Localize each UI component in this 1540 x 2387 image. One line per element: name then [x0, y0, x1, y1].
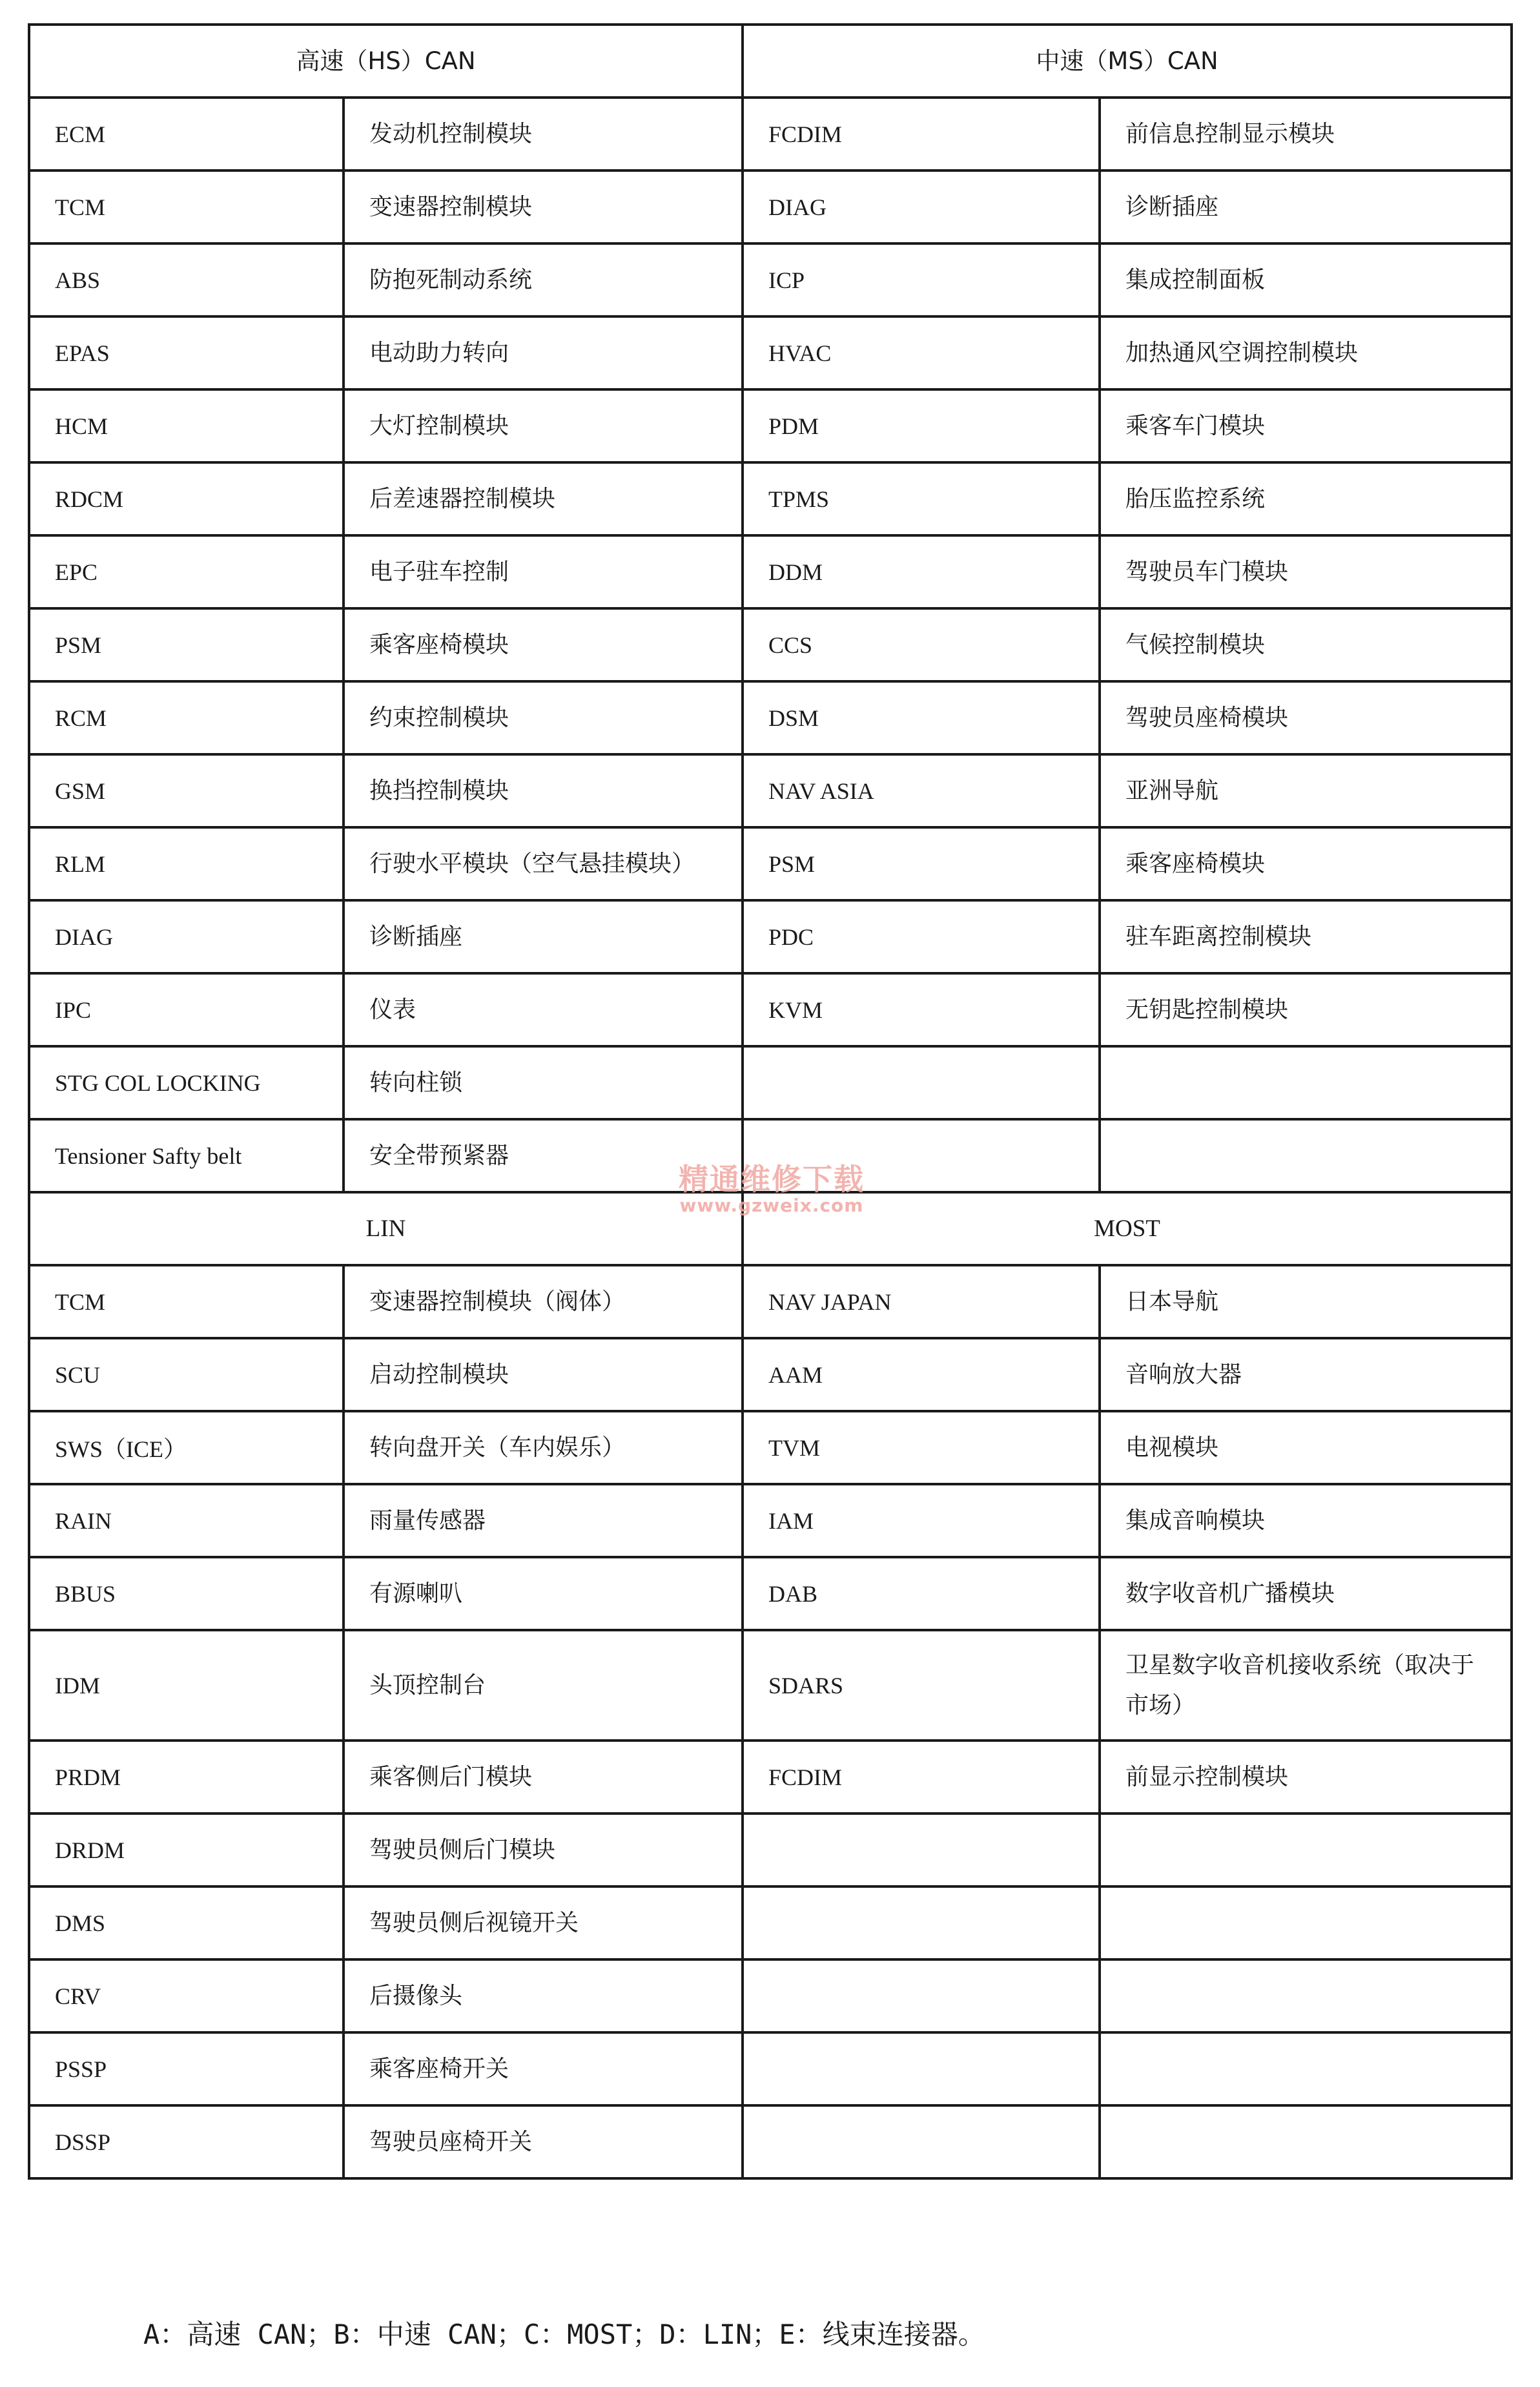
table-row: [29, 827, 1512, 900]
table-row: [29, 1484, 1512, 1557]
table-row: [29, 754, 1512, 827]
table-row: [29, 1814, 1512, 1886]
table-row: [29, 608, 1512, 681]
hs-module-code: EPC: [29, 535, 344, 608]
hs-module-name: 安全带预紧器: [344, 1119, 743, 1192]
table-row: [29, 1886, 1512, 1959]
lin-module-code: CRV: [29, 1959, 344, 2032]
most-module-code: [743, 2032, 1100, 2105]
hs-module-name: 行驶水平模块（空气悬挂模块）: [344, 827, 743, 900]
hs-module-code: RLM: [29, 827, 344, 900]
hs-module-name: 后差速器控制模块: [344, 462, 743, 535]
hs-module-code: STG COL LOCKING: [29, 1046, 344, 1119]
ms-module-code: PSM: [743, 827, 1100, 900]
hs-module-name: 转向柱锁: [344, 1046, 743, 1119]
most-module-name: 日本导航: [1100, 1265, 1512, 1338]
ms-module-code: FCDIM: [743, 98, 1100, 170]
most-module-name: [1100, 2105, 1512, 2178]
table-row: [29, 973, 1512, 1046]
footnote: A：高速 CAN；B：中速 CAN；C：MOST；D：LIN；E：线束连接器。: [143, 2319, 985, 2350]
ms-module-code: PDC: [743, 900, 1100, 973]
most-module-name: [1100, 1959, 1512, 2032]
ms-module-code: ICP: [743, 243, 1100, 316]
hs-module-code: RCM: [29, 681, 344, 754]
lin-module-name: 驾驶员座椅开关: [344, 2105, 743, 2178]
lin-module-name: 头顶控制台: [344, 1630, 743, 1741]
ms-module-name: 胎压监控系统: [1100, 462, 1512, 535]
ms-module-name: 诊断插座: [1100, 170, 1512, 243]
table-row: [29, 1338, 1512, 1411]
ms-module-code: DIAG: [743, 170, 1100, 243]
most-module-name: [1100, 2032, 1512, 2105]
ms-module-code: PDM: [743, 389, 1100, 462]
most-module-name: 卫星数字收音机接收系统（取决于市场）: [1100, 1630, 1512, 1741]
table-row: [29, 1557, 1512, 1630]
most-module-name: 前显示控制模块: [1100, 1741, 1512, 1814]
ms-module-code: CCS: [743, 608, 1100, 681]
hs-can-header: 高速（HS）CAN: [29, 25, 743, 98]
ms-module-name: [1100, 1046, 1512, 1119]
table-row: [29, 170, 1512, 243]
ms-module-code: NAV ASIA: [743, 754, 1100, 827]
ms-module-code: [743, 1046, 1100, 1119]
ms-module-name: 乘客车门模块: [1100, 389, 1512, 462]
lin-module-code: DSSP: [29, 2105, 344, 2178]
most-module-name: [1100, 1886, 1512, 1959]
hs-module-name: 大灯控制模块: [344, 389, 743, 462]
lin-module-name: 有源喇叭: [344, 1557, 743, 1630]
hs-module-code: IPC: [29, 973, 344, 1046]
ms-module-name: 亚洲导航: [1100, 754, 1512, 827]
lin-module-code: DRDM: [29, 1814, 344, 1886]
table-row: [29, 681, 1512, 754]
lin-header: LIN: [29, 1192, 743, 1265]
hs-module-code: PSM: [29, 608, 344, 681]
lin-module-name: 变速器控制模块（阀体）: [344, 1265, 743, 1338]
table-row: [29, 1265, 1512, 1338]
hs-module-name: 电子驻车控制: [344, 535, 743, 608]
ms-module-name: 加热通风空调控制模块: [1100, 316, 1512, 389]
hs-module-code: DIAG: [29, 900, 344, 973]
lin-module-code: PRDM: [29, 1741, 344, 1814]
most-module-code: [743, 2105, 1100, 2178]
hs-module-name: 诊断插座: [344, 900, 743, 973]
most-module-name: 数字收音机广播模块: [1100, 1557, 1512, 1630]
lin-module-name: 雨量传感器: [344, 1484, 743, 1557]
lin-module-code: RAIN: [29, 1484, 344, 1557]
hs-module-name: 约束控制模块: [344, 681, 743, 754]
table-row: [29, 462, 1512, 535]
ms-module-code: [743, 1119, 1100, 1192]
hs-module-code: RDCM: [29, 462, 344, 535]
hs-module-code: Tensioner Safty belt: [29, 1119, 344, 1192]
most-module-name: 集成音响模块: [1100, 1484, 1512, 1557]
table-row: [29, 1119, 1512, 1192]
hs-module-code: ABS: [29, 243, 344, 316]
table-row: [29, 1046, 1512, 1119]
table-row: [29, 1959, 1512, 2032]
table-row: [29, 389, 1512, 462]
ms-module-code: HVAC: [743, 316, 1100, 389]
ms-module-name: 驾驶员车门模块: [1100, 535, 1512, 608]
table-row: [29, 2032, 1512, 2105]
hs-module-name: 换挡控制模块: [344, 754, 743, 827]
ms-module-name: 乘客座椅模块: [1100, 827, 1512, 900]
most-module-code: AAM: [743, 1338, 1100, 1411]
hs-module-name: 发动机控制模块: [344, 98, 743, 170]
most-module-code: NAV JAPAN: [743, 1265, 1100, 1338]
table-row: [29, 1741, 1512, 1814]
lin-module-code: TCM: [29, 1265, 344, 1338]
most-module-code: DAB: [743, 1557, 1100, 1630]
most-header: MOST: [743, 1192, 1512, 1265]
lin-module-name: 后摄像头: [344, 1959, 743, 2032]
most-module-code: [743, 1814, 1100, 1886]
table-row: [29, 900, 1512, 973]
lin-module-code: BBUS: [29, 1557, 344, 1630]
ms-module-code: DDM: [743, 535, 1100, 608]
ms-module-name: 气候控制模块: [1100, 608, 1512, 681]
hs-module-name: 乘客座椅模块: [344, 608, 743, 681]
lin-module-name: 驾驶员侧后门模块: [344, 1814, 743, 1886]
hs-module-code: EPAS: [29, 316, 344, 389]
most-module-code: SDARS: [743, 1630, 1100, 1741]
table-row: [29, 1411, 1512, 1484]
most-module-code: IAM: [743, 1484, 1100, 1557]
most-module-code: TVM: [743, 1411, 1100, 1484]
hs-module-code: GSM: [29, 754, 344, 827]
table-body: [29, 25, 1512, 2178]
hs-module-code: HCM: [29, 389, 344, 462]
hs-module-name: 电动助力转向: [344, 316, 743, 389]
table-row: [29, 98, 1512, 170]
lin-module-code: DMS: [29, 1886, 344, 1959]
ms-can-header: 中速（MS）CAN: [743, 25, 1512, 98]
hs-module-name: 防抱死制动系统: [344, 243, 743, 316]
ms-module-name: [1100, 1119, 1512, 1192]
most-module-code: FCDIM: [743, 1741, 1100, 1814]
table-row: [29, 243, 1512, 316]
table-row: [29, 1630, 1512, 1741]
lin-module-name: 转向盘开关（车内娱乐）: [344, 1411, 743, 1484]
hs-module-code: TCM: [29, 170, 344, 243]
table-header-row: [29, 1192, 1512, 1265]
table-header-row: [29, 25, 1512, 98]
most-module-name: [1100, 1814, 1512, 1886]
hs-module-name: 变速器控制模块: [344, 170, 743, 243]
table-row: [29, 2105, 1512, 2178]
most-module-name: 电视模块: [1100, 1411, 1512, 1484]
lin-module-code: PSSP: [29, 2032, 344, 2105]
ms-module-code: DSM: [743, 681, 1100, 754]
ms-module-name: 驻车距离控制模块: [1100, 900, 1512, 973]
watermark-url: www.gzweix.com: [679, 1195, 864, 1216]
lin-module-code: IDM: [29, 1630, 344, 1741]
ms-module-name: 前信息控制显示模块: [1100, 98, 1512, 170]
ms-module-name: 集成控制面板: [1100, 243, 1512, 316]
ms-module-code: KVM: [743, 973, 1100, 1046]
hs-module-code: ECM: [29, 98, 344, 170]
lin-module-code: SCU: [29, 1338, 344, 1411]
hs-module-name: 仪表: [344, 973, 743, 1046]
most-module-name: 音响放大器: [1100, 1338, 1512, 1411]
ms-module-name: 驾驶员座椅模块: [1100, 681, 1512, 754]
most-module-code: [743, 1886, 1100, 1959]
most-module-code: [743, 1959, 1100, 2032]
lin-module-name: 乘客侧后门模块: [344, 1741, 743, 1814]
ms-module-code: TPMS: [743, 462, 1100, 535]
table-row: [29, 535, 1512, 608]
lin-module-name: 启动控制模块: [344, 1338, 743, 1411]
watermark-title: 精通维修下载: [679, 1162, 865, 1197]
lin-module-code: SWS（ICE）: [29, 1411, 344, 1484]
module-network-table: [28, 23, 1513, 2180]
ms-module-name: 无钥匙控制模块: [1100, 973, 1512, 1046]
lin-module-name: 驾驶员侧后视镜开关: [344, 1886, 743, 1959]
table-row: [29, 316, 1512, 389]
lin-module-name: 乘客座椅开关: [344, 2032, 743, 2105]
